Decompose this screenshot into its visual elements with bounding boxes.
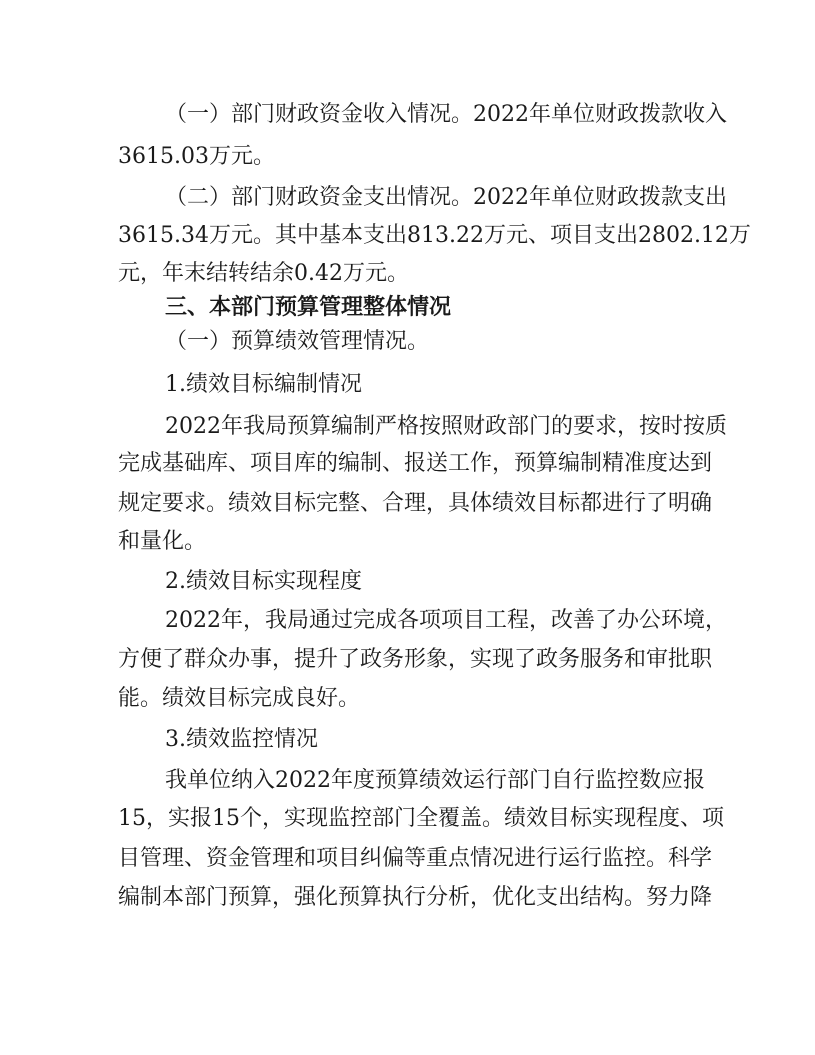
paragraph-line: 元，年末结转结余0.42万元。 bbox=[118, 261, 409, 286]
paragraph-line: 我单位纳入2022年度预算绩效运行部门自行监控数应报 bbox=[165, 768, 705, 793]
item-heading: 2.绩效目标实现程度 bbox=[165, 569, 362, 594]
paragraph-line: 2022年，我局通过完成各项项目工程，改善了办公环境， bbox=[165, 608, 727, 633]
paragraph-line: 15，实报15个，实现监控部门全覆盖。绩效目标实现程度、项 bbox=[118, 806, 724, 831]
paragraph-line: （二）部门财政资金支出情况。2022年单位财政拨款支出 bbox=[165, 185, 727, 210]
subsection-heading: （一）预算绩效管理情况。 bbox=[165, 329, 430, 354]
paragraph-line: 2022年我局预算编制严格按照财政部门的要求，按时按质 bbox=[165, 414, 727, 439]
paragraph-line: 完成基础库、项目库的编制、报送工作，预算编制精准度达到 bbox=[118, 451, 713, 476]
paragraph-line: （一）部门财政资金收入情况。2022年单位财政拨款收入 bbox=[165, 102, 727, 127]
item-heading: 1.绩效目标编制情况 bbox=[165, 372, 362, 397]
paragraph-line: 和量化。 bbox=[118, 529, 207, 554]
paragraph-line: 规定要求。绩效目标完整、合理，具体绩效目标都进行了明确 bbox=[118, 491, 713, 516]
paragraph-line: 目管理、资金管理和项目纠偏等重点情况进行运行监控。科学 bbox=[118, 846, 713, 871]
paragraph-line: 编制本部门预算，强化预算执行分析，优化支出结构。努力降 bbox=[118, 885, 713, 910]
section-heading: 三、本部门预算管理整体情况 bbox=[165, 295, 452, 320]
paragraph-line: 3615.03万元。 bbox=[118, 144, 275, 169]
paragraph-line: 能。绩效目标完成良好。 bbox=[118, 686, 361, 711]
paragraph-line: 3615.34万元。其中基本支出813.22万元、项目支出2802.12万 bbox=[118, 223, 751, 248]
item-heading: 3.绩效监控情况 bbox=[165, 727, 318, 752]
paragraph-line: 方便了群众办事，提升了政务形象，实现了政务服务和审批职 bbox=[118, 647, 713, 672]
